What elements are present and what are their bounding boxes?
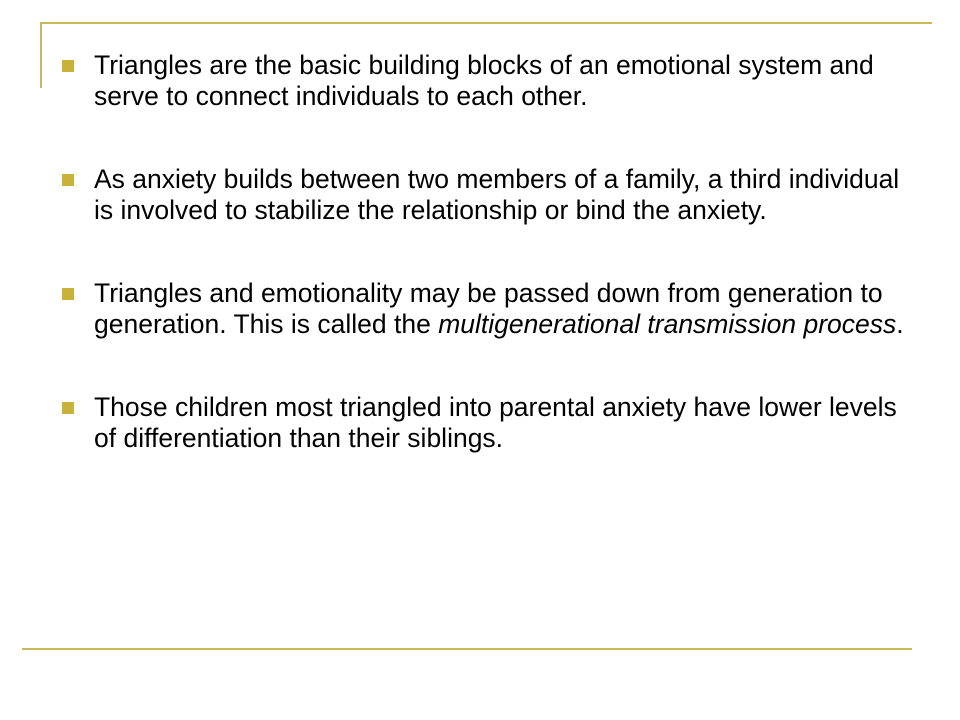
square-bullet-icon xyxy=(62,60,74,72)
bullet-text: Triangles are the basic building blocks of an emotional system and serve to connect individuals to each other. xyxy=(94,50,874,111)
emphasized-term: multigenerational transmission process xyxy=(438,309,897,339)
bullet-text: Triangles and emotionality may be passed down from generation to generation. This is called the xyxy=(94,278,883,339)
bullet-item-children-triangled xyxy=(62,392,912,454)
square-bullet-icon xyxy=(62,288,74,300)
bottom-border-line xyxy=(22,648,912,650)
bullet-text-end: . xyxy=(896,309,904,339)
bullet-text: Those children most triangled into parental anxiety have lower levels of differentiation than their siblings. xyxy=(94,392,897,453)
square-bullet-icon xyxy=(62,174,74,186)
top-border-line xyxy=(40,22,932,24)
bullet-item-triangles-basic xyxy=(62,50,912,112)
bullet-list xyxy=(62,50,912,454)
left-border-line xyxy=(40,22,42,88)
bullet-item-anxiety-builds xyxy=(62,164,912,226)
square-bullet-icon xyxy=(62,402,74,414)
bullet-item-multigenerational xyxy=(62,278,912,340)
bullet-text: As anxiety builds between two members of a family, a third individual is involved to stabilize the relationship or bind the anxiety. xyxy=(94,164,900,225)
